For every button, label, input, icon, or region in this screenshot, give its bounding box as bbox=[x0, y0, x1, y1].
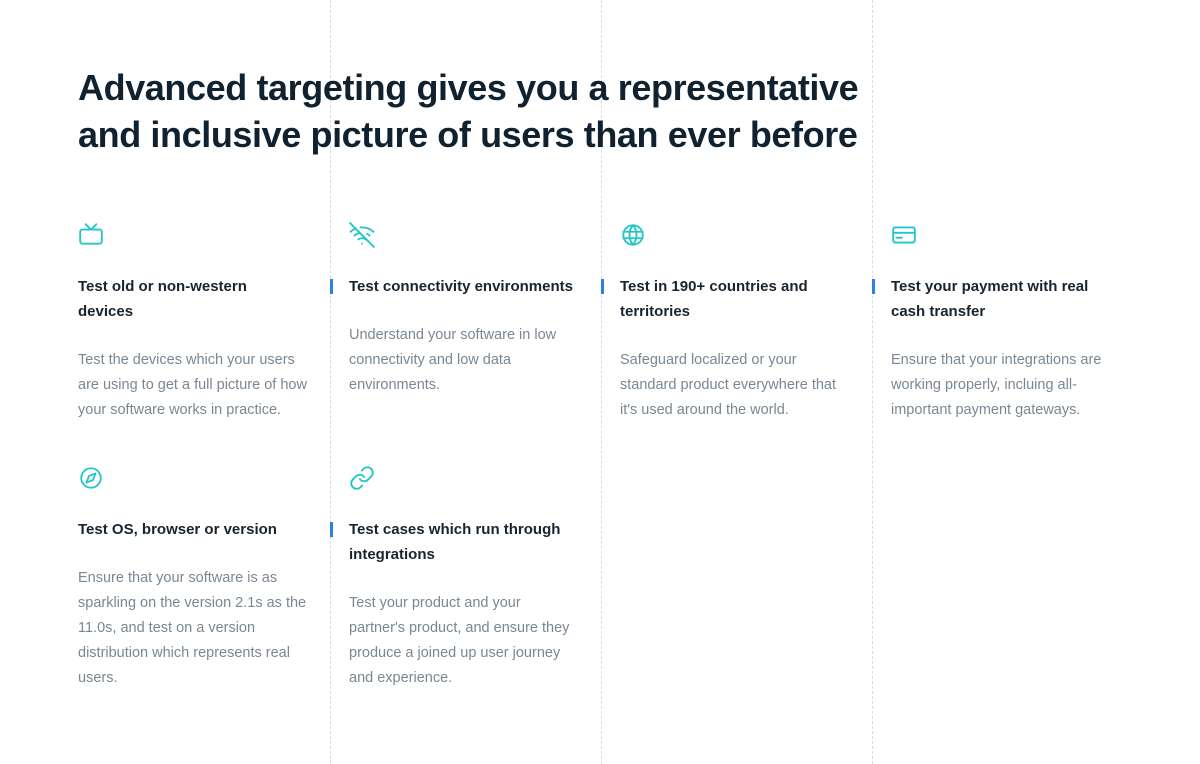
feature-card-integrations bbox=[330, 465, 601, 691]
feature-body: Test the devices which your users are using to get a full picture of how your software works in practice. bbox=[78, 352, 307, 418]
feature-title: Test your payment with real cash transfer bbox=[891, 274, 1119, 324]
feature-card-countries bbox=[601, 222, 872, 423]
feature-row-1 bbox=[0, 222, 1200, 423]
feature-card-payment bbox=[872, 222, 1143, 423]
wifi-off-icon bbox=[349, 222, 375, 248]
feature-body: Understand your software in low connectivity and low data environments. bbox=[349, 327, 557, 393]
feature-body: Ensure that your software is as sparkling on the version 2.1s as the 11.0s, and test on a version distribution which represents real users. bbox=[78, 570, 307, 686]
feature-card-os-browser bbox=[0, 465, 330, 691]
page-title: Advanced targeting gives you a representative and inclusive picture of users than ever before bbox=[78, 67, 859, 156]
compass-icon bbox=[78, 465, 104, 491]
feature-title: Test cases which run through integrations bbox=[349, 517, 577, 567]
tv-icon bbox=[78, 222, 104, 248]
globe-icon bbox=[620, 222, 646, 248]
feature-row-2 bbox=[0, 465, 1200, 691]
credit-card-icon bbox=[891, 222, 917, 248]
feature-title: Test old or non-western devices bbox=[78, 278, 247, 320]
feature-card-connectivity bbox=[330, 222, 601, 398]
link-icon bbox=[349, 465, 375, 491]
feature-body: Test your product and your partner's product, and ensure they produce a joined up user journey and experience. bbox=[349, 595, 570, 686]
feature-body: Safeguard localized or your standard product everywhere that it's used around the world. bbox=[620, 352, 837, 418]
feature-body: Ensure that your integrations are working properly, incluing all-important payment gateways. bbox=[891, 352, 1102, 418]
feature-grid bbox=[0, 222, 1200, 691]
feature-title: Test connectivity environments bbox=[349, 274, 577, 299]
feature-card-tv bbox=[0, 222, 330, 423]
feature-title: Test in 190+ countries and territories bbox=[620, 274, 848, 324]
feature-title: Test OS, browser or version bbox=[78, 521, 277, 538]
